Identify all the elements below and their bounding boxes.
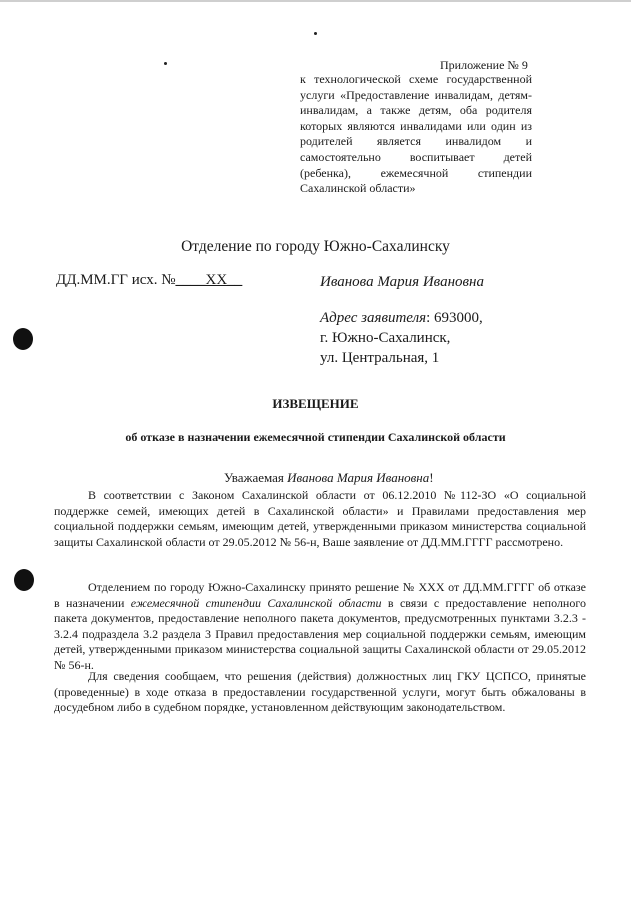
department-name: Отделение по городу Южно-Сахалинску: [181, 238, 450, 255]
outgoing-reference: [56, 272, 242, 289]
paragraph-legal-basis: В соответствии с Законом Сахалинской области от 06.12.2010 №112-ЗО «О социальной поддержке семей, имеющих детей в Сахалинской области» и Правилами предоставления мер социальной поддержки семьям, имеющим детей, утвержденными приказом министерства социальной защиты Сахалинской области от 29.05.2012 № 56-н, Ваше заявление от ДД.ММ.ГГГГ рассмотрено.: [54, 488, 586, 549]
decision-benefit-name: ежемесячной стипендии Сахалинской области: [130, 595, 382, 610]
document-title: ИЗВЕЩЕНИЕ: [272, 396, 359, 411]
scan-speck: [164, 62, 167, 65]
greeting: [224, 470, 434, 486]
document-subtitle: об отказе в назначении ежемесячной стипендии Сахалинской области: [125, 430, 506, 444]
address-street: ул. Центральная, 1: [320, 350, 440, 366]
reference-number: ____XX__: [175, 272, 243, 288]
scan-speck: [314, 32, 317, 35]
decision-text-start: Отделением по городу Южно-Сахалинску принято решение № ХХХ от ДД.ММ.ГГГГ об отказе в назначении: [54, 580, 586, 610]
applicant-name: Иванова Мария Ивановна: [320, 274, 484, 290]
greeting-name: Иванова Мария Ивановна: [287, 470, 430, 485]
address-label: Адрес заявителя: [320, 310, 427, 326]
applicant-address: [320, 308, 483, 368]
address-city: г. Южно-Сахалинск,: [320, 330, 451, 346]
paragraph-decision: [54, 580, 586, 673]
greeting-suffix: !: [429, 470, 434, 485]
annex-text: к технологической схеме государственной услуги «Предоставление инвалидам, детям-инвалидам, а также детям, оба родителя которых являются инвалидами или один из родителей является инвалидом и самостоятельно воспитывает детей (ребенка), ежемесячной стипендии Сахалинской области»: [300, 72, 532, 196]
punch-hole-mark: [13, 328, 33, 350]
decision-text-end: в связи с предоставление неполного пакета документов, предоставление неполного пакета документов, предусмотренных пунктами 3.2.3 - 3.2.4 подраздела 3.2 раздела 3 Правил предоставления мер социальной поддержки семьям, имеющим детей, утвержденными приказом министерства социальной защиты Сахалинской области от 29.05.2012 № 56-н.: [54, 595, 586, 672]
address-postcode: : 693000,: [426, 310, 483, 326]
reference-prefix: ДД.ММ.ГГ исх. №: [56, 272, 176, 288]
punch-hole-mark: [14, 569, 34, 591]
greeting-prefix: Уважаемая: [224, 470, 288, 485]
annex-title: Приложение № 9: [440, 58, 528, 72]
scan-edge-line: [0, 0, 631, 2]
paragraph-appeal-info: Для сведения сообщаем, что решения (действия) должностных лиц ГКУ ЦСПСО, принятые (проведенные) в ходе отказа в предоставлении государственной услуги, могут быть обжалованы в досудебном либо в судебном порядке, установленном действующим законодательством.: [54, 669, 586, 714]
